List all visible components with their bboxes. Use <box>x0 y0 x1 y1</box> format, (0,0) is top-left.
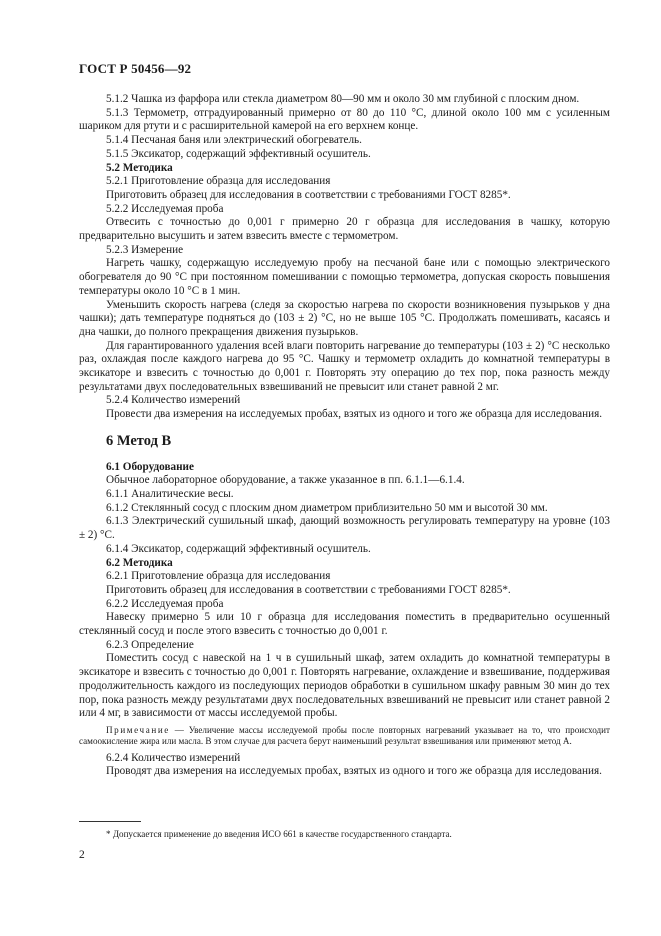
paragraph: Поместить сосуд с навеской на 1 ч в сушильный шкаф, затем охладить до комнатной температуры в эксикаторе и взвесить с точностью до 0,001 г. Повторять нагревание, охлаждение и взвешивание, поддерживая продолжительность каждого из последующих периодов обработки в сушильном шкафу равным 30 мин до тех пор, пока разность между результатами двух последовательных взвешиваний не превысит или станет равной 2 или 4 мг, в зависимости от массы исследуемой пробы. <box>79 652 610 720</box>
section-6-text-end <box>79 752 610 779</box>
paragraph: 6.1.4 Эксикатор, содержащий эффективный осушитель. <box>106 542 371 555</box>
paragraph: 6.2.4 Количество измерений <box>106 751 241 764</box>
paragraph: 5.1.3 Термометр, отградуированный примерно от 80 до 110 °С, длиной около 100 мм с усиленным шариком для ртути и с расширительной камерой на его верхнем конце. <box>79 106 610 133</box>
document-body <box>79 93 610 779</box>
footnote: * Допускается применение до введения ИСО 661 в качестве государственного стандарта. <box>106 829 452 839</box>
note-text: — Увеличение массы исследуемой пробы после повторных нагреваний указывает на то, что происходит самоокисление жира или масла. В этом случае для расчета берут наименьший результат взвешивания или применяют метод А. <box>79 724 610 747</box>
footnote-rule <box>79 821 141 822</box>
paragraph: Для гарантированного удаления всей влаги повторить нагревание до температуры (103 ± 2) °С несколько раз, охлаждая после каждого нагрева до 95 °С. Чашку и термометр охладить до комнатной температуры в эксикаторе и взвесить с точностью до 0,001 г. Повторять эту операцию до тех пор, пока разность между результатами двух последовательных взвешиваний не превысит или станет равной 2 мг. <box>79 339 610 393</box>
paragraph: 5.2.1 Приготовление образца для исследования <box>106 175 331 188</box>
paragraph: 6.2 Методика <box>106 556 173 569</box>
paragraph: 6.2.2 Исследуемая проба <box>106 597 224 610</box>
paragraph: 5.2 Методика <box>106 161 173 174</box>
paragraph: Уменьшить скорость нагрева (следя за скоростью нагрева по скорости возникновения пузырьков у дна чашки); дать температуре подняться до (103 ± 2) °С, но не выше 105 °С. Продолжать помешивать, касаясь и дна чашки, до полного прекращения движения пузырьков. <box>79 298 610 338</box>
paragraph: Провести два измерения на исследуемых пробах, взятых из одного и того же образца для исследования. <box>106 408 603 421</box>
section-6-heading: 6 Метод В <box>106 432 172 449</box>
paragraph: 5.1.5 Эксикатор, содержащий эффективный осушитель. <box>106 147 371 160</box>
note-paragraph <box>79 725 610 748</box>
paragraph: 5.1.4 Песчаная баня или электрический обогреватель. <box>106 134 362 147</box>
paragraph: Обычное лабораторное оборудование, а также указанное в пп. 6.1.1—6.1.4. <box>106 474 465 487</box>
paragraph: 6.1 Оборудование <box>106 460 194 473</box>
paragraph: Нагреть чашку, содержащую исследуемую пробу на песчаной бане или с помощью электрического обогревателя до 90 °С при постоянном помешивании с помощью термометра, допуская скорость повышения температуры около 10 °С в 1 мин. <box>79 257 610 297</box>
section-5-text <box>79 93 610 422</box>
paragraph: 5.1.2 Чашка из фарфора или стекла диаметром 80—90 мм и около 30 мм глубиной с плоским дном. <box>106 93 580 105</box>
document-header: ГОСТ Р 50456—92 <box>79 61 192 76</box>
paragraph: 6.1.1 Аналитические весы. <box>106 487 234 500</box>
paragraph: 5.2.4 Количество измерений <box>106 394 241 407</box>
paragraph: 6.2.3 Определение <box>106 638 194 651</box>
paragraph: 6.2.1 Приготовление образца для исследования <box>106 570 331 583</box>
page-number: 2 <box>79 849 85 861</box>
paragraph: Навеску примерно 5 или 10 г образца для исследования поместить в предварительно осушенный стеклянный сосуд и после этого взвесить с точностью до 0,001 г. <box>79 611 610 638</box>
paragraph: Приготовить образец для исследования в соответствии с требованиями ГОСТ 8285*. <box>106 583 511 596</box>
section-6-text <box>79 461 610 721</box>
paragraph: Приготовить образец для исследования в соответствии с требованиями ГОСТ 8285*. <box>106 188 511 201</box>
paragraph: 6.1.3 Электрический сушильный шкаф, дающий возможность регулировать температуру на уровне (103 ± 2) °С. <box>79 515 610 542</box>
paragraph: Отвесить с точностью до 0,001 г примерно 20 г образца для исследования в чашку, которую предварительно высушить и затем взвесить вместе с термометром. <box>79 216 610 243</box>
note-label: Примечание <box>106 724 170 735</box>
paragraph: Проводят два измерения на исследуемых пробах, взятых из одного и того же образца для исследования. <box>106 765 602 778</box>
paragraph: 5.2.3 Измерение <box>106 243 184 256</box>
paragraph: 6.1.2 Стеклянный сосуд с плоским дном диаметром приблизительно 50 мм и высотой 30 мм. <box>106 501 548 514</box>
paragraph: 5.2.2 Исследуемая проба <box>106 202 224 215</box>
